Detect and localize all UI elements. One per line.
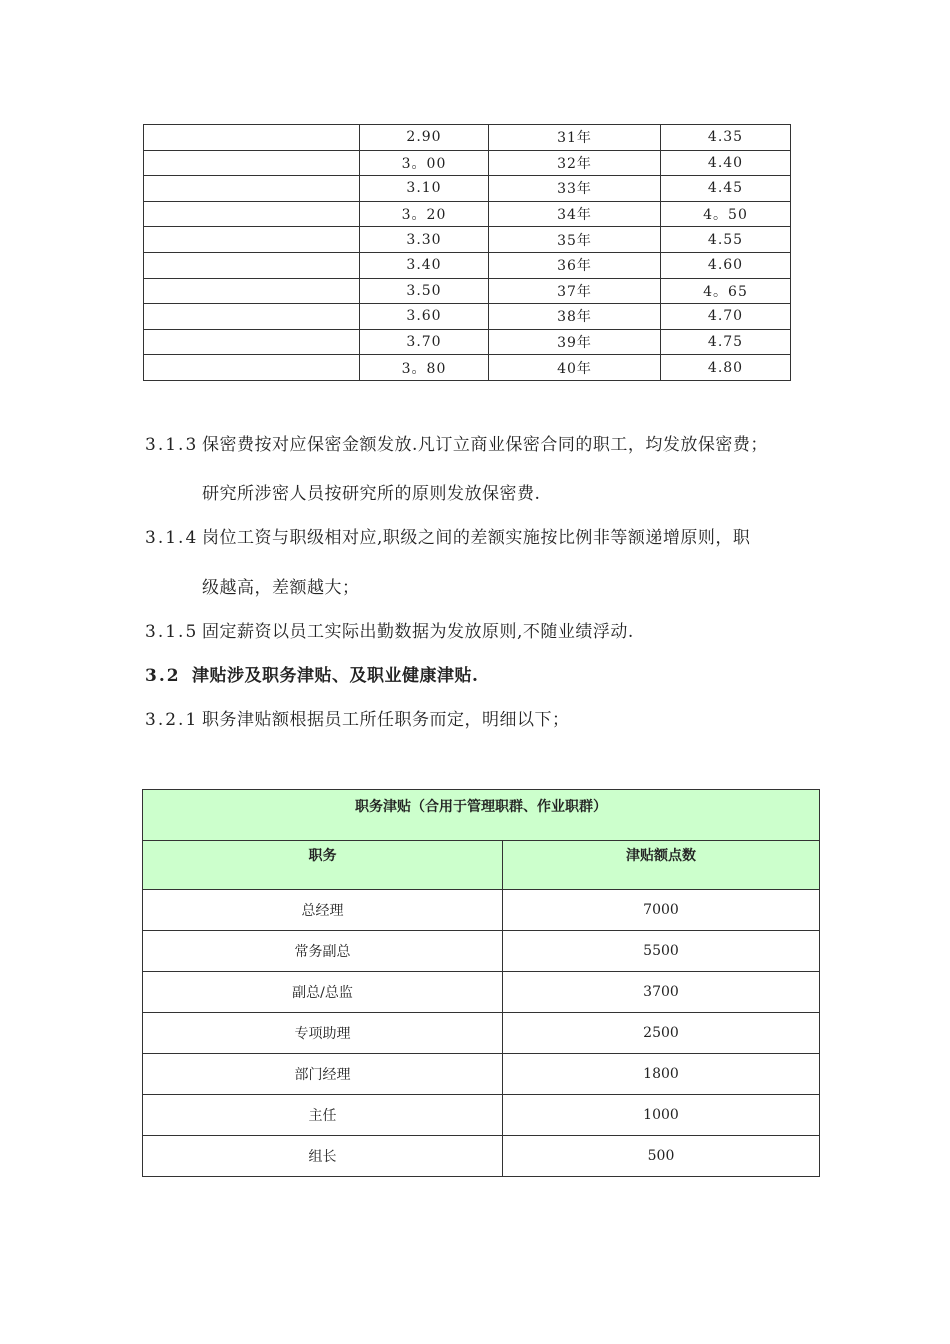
table-cell [144, 355, 360, 381]
table-cell [144, 252, 360, 278]
table-title: 职务津贴（合用于管理职群、作业职群） [143, 790, 820, 841]
table-row [144, 176, 791, 202]
paragraph-3-2-1 [145, 705, 570, 730]
table-row [144, 252, 791, 278]
table-cell [144, 176, 360, 202]
table-cell: 4。50 [661, 201, 791, 227]
table-row [143, 1095, 820, 1136]
table-row [143, 972, 820, 1013]
table-cell: 33年 [489, 176, 661, 202]
points-cell: 1800 [503, 1054, 820, 1095]
table-cell: 3。20 [360, 201, 489, 227]
position-allowance-table [142, 789, 820, 1177]
table-row [144, 278, 791, 304]
table-cell: 40年 [489, 355, 661, 381]
table-cell: 4.80 [661, 355, 791, 381]
table-cell: 39年 [489, 329, 661, 355]
position-cell: 部门经理 [143, 1054, 503, 1095]
paragraph-text: 级越高，差额越大； [202, 578, 360, 598]
points-cell: 1000 [503, 1095, 820, 1136]
table-cell [144, 227, 360, 253]
paragraph-text: 职务津贴额根据员工所任职务而定，明细以下； [202, 710, 570, 730]
table-cell: 3.40 [360, 252, 489, 278]
section-number: 3.1.5 [145, 622, 199, 642]
paragraph-3-1-3-cont [202, 479, 540, 504]
section-number: 3.2 [145, 666, 181, 686]
position-cell: 组长 [143, 1136, 503, 1177]
table-cell: 3。00 [360, 150, 489, 176]
paragraph-text: 岗位工资与职级相对应,职级之间的差额实施按比例非等额递增原则，职 [202, 528, 751, 548]
paragraph-3-1-4-cont [202, 573, 360, 598]
table-row [144, 329, 791, 355]
table-row [143, 931, 820, 972]
column-header-points: 津贴额点数 [503, 841, 820, 890]
paragraph-3-1-3 [145, 430, 768, 455]
section-number: 3.1.4 [145, 528, 199, 548]
table-row [144, 125, 791, 151]
section-heading-3-2 [145, 661, 478, 686]
table-cell: 36年 [489, 252, 661, 278]
table-cell: 3.30 [360, 227, 489, 253]
table-cell: 4。65 [661, 278, 791, 304]
table-cell: 3.50 [360, 278, 489, 304]
table-cell [144, 329, 360, 355]
table-cell: 4.60 [661, 252, 791, 278]
table-cell: 3.60 [360, 304, 489, 330]
position-cell: 总经理 [143, 890, 503, 931]
seniority-table [143, 124, 791, 381]
table-row [143, 890, 820, 931]
table-cell [144, 201, 360, 227]
table-row [144, 355, 791, 381]
position-cell: 常务副总 [143, 931, 503, 972]
table-cell: 37年 [489, 278, 661, 304]
paragraph-text: 固定薪资以员工实际出勤数据为发放原则,不随业绩浮动. [202, 622, 634, 642]
table-cell: 4.70 [661, 304, 791, 330]
table-row [144, 304, 791, 330]
section-number: 3.2.1 [145, 710, 199, 730]
position-cell: 主任 [143, 1095, 503, 1136]
table-cell: 31年 [489, 125, 661, 151]
paragraph-text: 研究所涉密人员按研究所的原则发放保密费. [202, 484, 541, 504]
points-cell: 5500 [503, 931, 820, 972]
table-cell: 3.10 [360, 176, 489, 202]
table-cell: 3。80 [360, 355, 489, 381]
table-row [143, 1136, 820, 1177]
table-cell: 35年 [489, 227, 661, 253]
paragraph-3-1-4 [145, 523, 750, 548]
table-cell: 32年 [489, 150, 661, 176]
column-header-position: 职务 [143, 841, 503, 890]
paragraph-text: 保密费按对应保密金额发放.凡订立商业保密合同的职工，均发放保密费； [202, 435, 768, 455]
table-cell: 4.35 [661, 125, 791, 151]
table-cell: 3.70 [360, 329, 489, 355]
table-cell [144, 125, 360, 151]
points-cell: 500 [503, 1136, 820, 1177]
position-cell: 专项助理 [143, 1013, 503, 1054]
section-number: 3.1.3 [145, 435, 199, 455]
table-cell [144, 278, 360, 304]
paragraph-3-1-5 [145, 617, 634, 642]
table-cell [144, 304, 360, 330]
table-cell: 4.75 [661, 329, 791, 355]
table-cell: 34年 [489, 201, 661, 227]
table-cell: 4.55 [661, 227, 791, 253]
heading-text: 津贴涉及职务津贴、及职业健康津贴. [192, 666, 479, 686]
table-cell: 2.90 [360, 125, 489, 151]
points-cell: 2500 [503, 1013, 820, 1054]
table-cell: 4.45 [661, 176, 791, 202]
table-cell: 4.40 [661, 150, 791, 176]
table-row [144, 201, 791, 227]
table-cell [144, 150, 360, 176]
points-cell: 3700 [503, 972, 820, 1013]
table-row [144, 150, 791, 176]
table-row [143, 1013, 820, 1054]
table-row [143, 1054, 820, 1095]
position-cell: 副总/总监 [143, 972, 503, 1013]
table-cell: 38年 [489, 304, 661, 330]
table-row [144, 227, 791, 253]
points-cell: 7000 [503, 890, 820, 931]
